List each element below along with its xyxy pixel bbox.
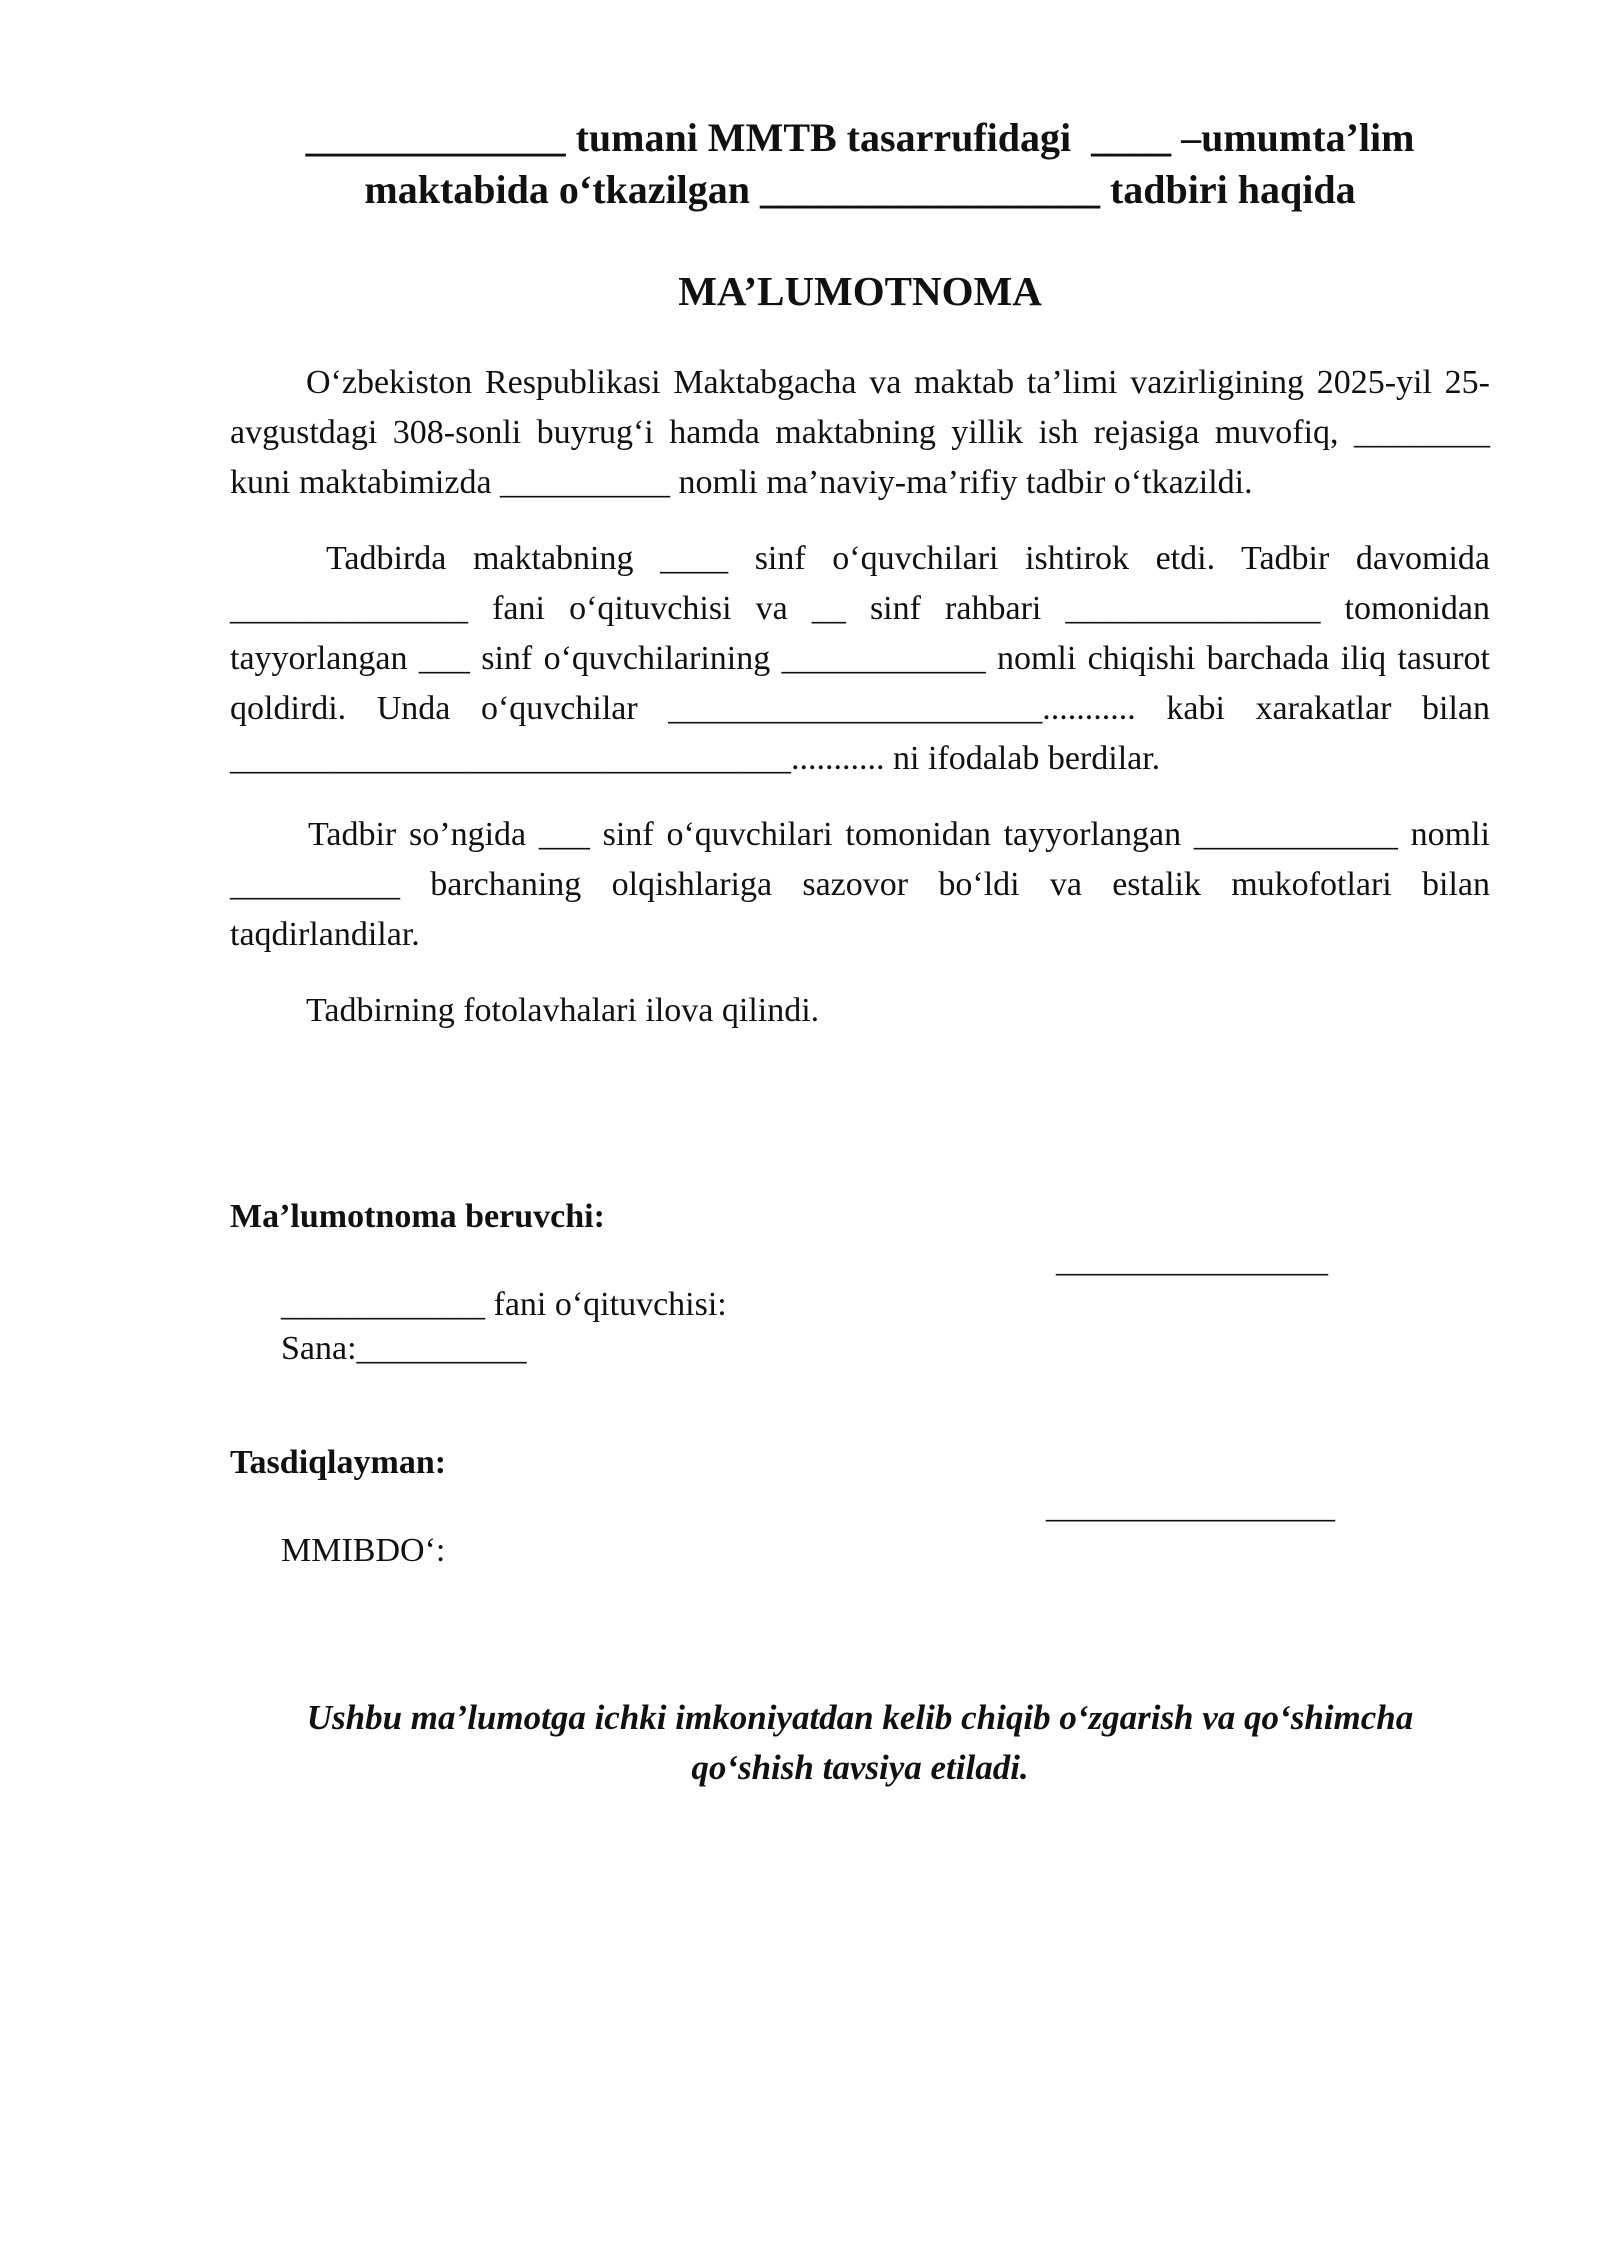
document-title: MA’LUMOTNOMA	[678, 268, 1042, 314]
paragraph-conclusion: Tadbir so’ngida ___ sinf o‘quvchilari tomonidan tayyorlangan ____________ nomli __________ barchaning olqishlariga sazovor bo‘ldi va estalik mukofotlari bilan taqdirlandilar.	[230, 816, 1490, 953]
signature-block	[230, 1195, 1490, 1367]
date-row	[230, 1283, 1490, 1367]
document-header	[230, 112, 1490, 216]
director-row	[230, 1485, 1490, 1569]
recommendation-note	[230, 1693, 1490, 1793]
paragraph-participants: Tadbirda maktabning ____ sinf o‘quvchilari ishtirok etdi. Tadbir davomida ______________ fani o‘qituvchisi va __ sinf rahbari _______________ tomonidan tayyorlangan ___ sinf o‘quvchilarining ____________ nomli chiqishi barchada iliq tasurot qoldirdi. Unda o‘quvchilar ______________________........... kabi xarakatlar bilan _________________________________........... ni ifodalab berdilar.	[230, 540, 1490, 777]
director-label: MMIBDO‘:	[281, 1532, 446, 1569]
signature-heading: Ma’lumotnoma beruvchi:	[230, 1198, 605, 1235]
paragraph-intro: O‘zbekiston Respublikasi Maktabgacha va maktab ta’limi vazirligining 2025-yil 25-avgustdagi 308-sonli buyrug‘i hamda maktabning yillik ish rejasiga muvofiq, ________ kuni maktabimizda __________ nomli ma’naviy-ma’rifiy tadbir o‘tkazildi.	[230, 364, 1490, 501]
approval-heading: Tasdiqlayman:	[230, 1444, 447, 1481]
teacher-row	[230, 1239, 1490, 1323]
note-line-1: Ushbu ma’lumotga ichki imkoniyatdan kelib chiqib o‘zgarish va qo‘shimcha	[306, 1698, 1414, 1737]
teacher-signature-line: ________________	[1056, 1242, 1328, 1279]
paragraph-photos: Tadbirning fotolavhalari ilova qilindi.	[306, 992, 820, 1029]
teacher-label: ____________ fani o‘qituvchisi:	[281, 1286, 727, 1323]
header-line-2: maktabida o‘tkazilgan _________________ tadbiri haqida	[364, 167, 1356, 212]
date-label: Sana:__________	[281, 1330, 527, 1367]
approval-block	[230, 1441, 1490, 1569]
document-body	[230, 358, 1490, 1062]
note-line-2: qo‘shish tavsiya etiladi.	[691, 1748, 1029, 1787]
director-signature-line: _________________	[1046, 1488, 1335, 1525]
header-line-1: _____________ tumani MMTB tasarrufidagi ____ –umumta’lim	[305, 115, 1415, 160]
